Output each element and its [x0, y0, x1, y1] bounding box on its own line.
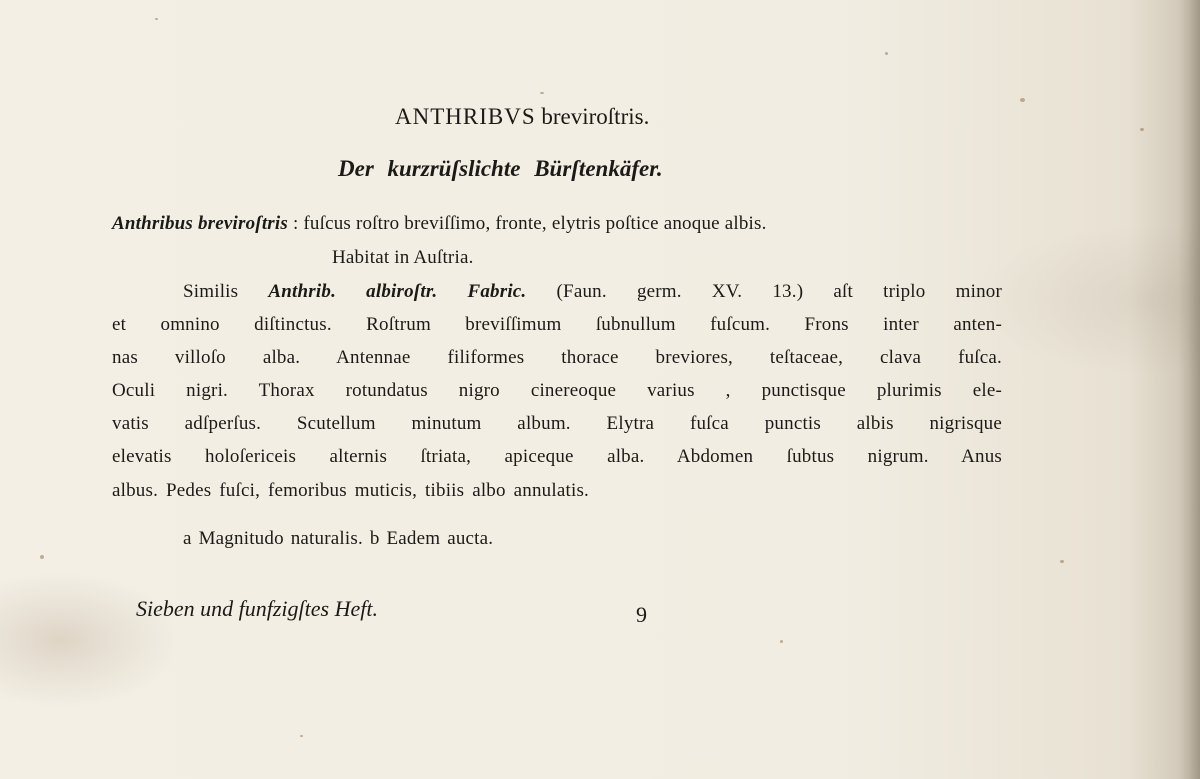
description-line-1	[183, 280, 1002, 304]
description-line-5: vatis adſperſus. Scutellum minutum album. Elytra fuſca punctis albis nigrisque	[112, 413, 1002, 434]
diagnosis-line	[112, 212, 767, 236]
paper-speck	[40, 555, 44, 559]
habitat-line: Habitat in Auſtria.	[332, 247, 474, 268]
diagnosis-species-name: Anthribus breviroſtris	[112, 213, 288, 234]
description-line-4: Oculi nigri. Thorax rotundatus nigro cinereoque varius , punctisque plurimis ele-	[112, 380, 1002, 401]
page-subtitle: Der kurzrüſslichte Bürſtenkäfer.	[338, 156, 663, 181]
paper-speck	[540, 92, 544, 94]
description-line-7: albus. Pedes fuſci, femoribus muticis, tibiis albo annulatis.	[112, 480, 590, 501]
description-line-2: et omnino diſtinctus. Roſtrum breviſſimum ſubnullum fuſcum. Frons inter anten-	[112, 314, 1002, 335]
paper-speck	[1060, 560, 1064, 563]
paper-speck	[885, 52, 888, 55]
description-reference: (Faun. germ. XV. 13.) aſt triplo minor	[556, 281, 1003, 302]
paper-speck	[155, 18, 158, 20]
paper-speck	[780, 640, 783, 643]
page-title	[395, 104, 649, 130]
description-line-3: nas villoſo alba. Antennae filiformes thorace breviores, teſtaceae, clava fuſca.	[112, 347, 1002, 368]
description-lead: Similis	[183, 281, 239, 302]
paper-speck	[1140, 128, 1144, 131]
description-reference-name: Anthrib. albiroſtr. Fabric.	[268, 281, 527, 302]
title-species: breviroſtris.	[541, 104, 650, 129]
diagnosis-text: : fuſcus roſtro breviſſimo, fronte, elytris poſtice anoque albis.	[292, 213, 767, 234]
figure-caption: a Magnitudo naturalis. b Eadem aucta.	[183, 528, 494, 549]
title-genus: ANTHRIBVS	[395, 104, 536, 129]
page-number: 9	[636, 602, 647, 627]
signature-mark: Sieben und funfzigſtes Heft.	[136, 596, 378, 621]
paper-speck	[1020, 98, 1025, 102]
description-line-6: elevatis holoſericeis alternis ſtriata, apiceque alba. Abdomen ſubtus nigrum. Anus	[112, 446, 1002, 467]
page-gutter-shadow	[1178, 0, 1200, 779]
paper-speck	[300, 735, 303, 737]
